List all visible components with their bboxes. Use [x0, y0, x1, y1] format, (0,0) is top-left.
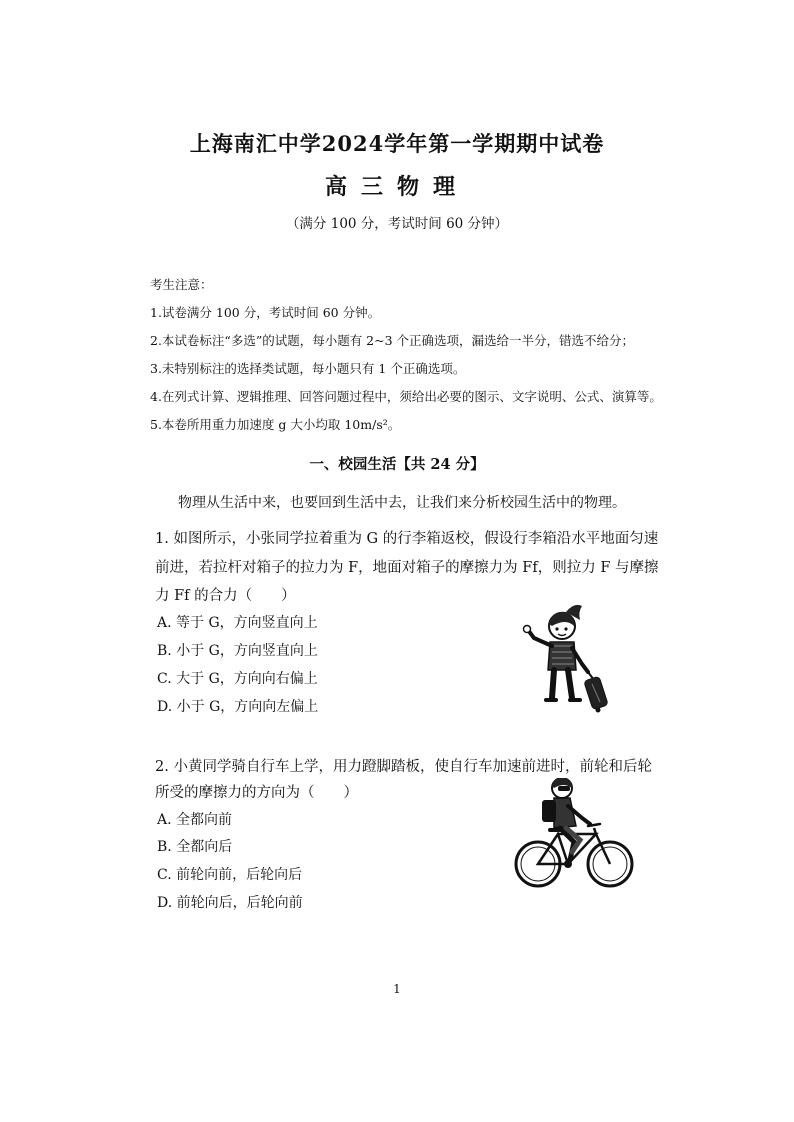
question-1-line: 力 Ff 的合力（ ）: [155, 588, 296, 604]
question-2-line: 2. 小黄同学骑自行车上学，用力蹬脚踏板，使自行车加速前进时，前轮和后轮: [155, 759, 652, 775]
score-info: （满分 100 分，考试时间 60 分钟）: [285, 216, 509, 232]
note-item: 4.在列式计算、逻辑推理、回答问题过程中，须给出必要的图示、文字说明、公式、演算等。: [150, 389, 662, 404]
question-1-option-c: C. 大于 G，方向向右偏上: [157, 671, 318, 687]
exam-subject: 高三物理: [324, 174, 469, 200]
cyclist-illustration: [510, 778, 640, 894]
note-item: 3.未特别标注的选择类试题，每小题只有 1 个正确选项。: [150, 361, 466, 376]
question-2-option-c: C. 前轮向前，后轮向后: [157, 867, 303, 883]
question-2-option-d: D. 前轮向后，后轮向前: [157, 895, 303, 911]
exam-title: 上海南汇中学2024学年第一学期期中试卷: [189, 131, 605, 156]
question-2-option-b: B. 全都向后: [157, 839, 233, 855]
note-item: 5.本卷所用重力加速度 g 大小均取 10m/s²。: [150, 417, 401, 432]
girl-with-luggage-illustration: [522, 602, 614, 714]
question-1-line: 1. 如图所示，小张同学拉着重为 G 的行李箱返校，假设行李箱沿水平地面匀速: [155, 531, 659, 547]
note-item: 1.试卷满分 100 分，考试时间 60 分钟。: [150, 305, 381, 320]
question-1-option-d: D. 小于 G，方向向左偏上: [157, 699, 319, 715]
question-1-line: 前进，若拉杆对箱子的拉力为 F，地面对箱子的摩擦力为 Ff，则拉力 F 与摩擦: [155, 560, 659, 576]
page-number: 1: [393, 982, 401, 996]
note-item: 2.本试卷标注“多选”的试题，每小题有 2~3 个正确选项，漏选给一半分，错选不给分；: [150, 333, 635, 348]
section-title: 一、校园生活【共 24 分】: [309, 456, 485, 473]
section-intro: 物理从生活中来，也要回到生活中去，让我们来分析校园生活中的物理。: [178, 495, 626, 511]
question-2-line: 所受的摩擦力的方向为（ ）: [155, 785, 358, 801]
question-2-option-a: A. 全都向前: [157, 812, 233, 828]
question-1-option-a: A. 等于 G，方向竖直向上: [157, 615, 318, 631]
notes-title: 考生注意：: [150, 277, 213, 292]
question-1-option-b: B. 小于 G，方向竖直向上: [157, 643, 318, 659]
